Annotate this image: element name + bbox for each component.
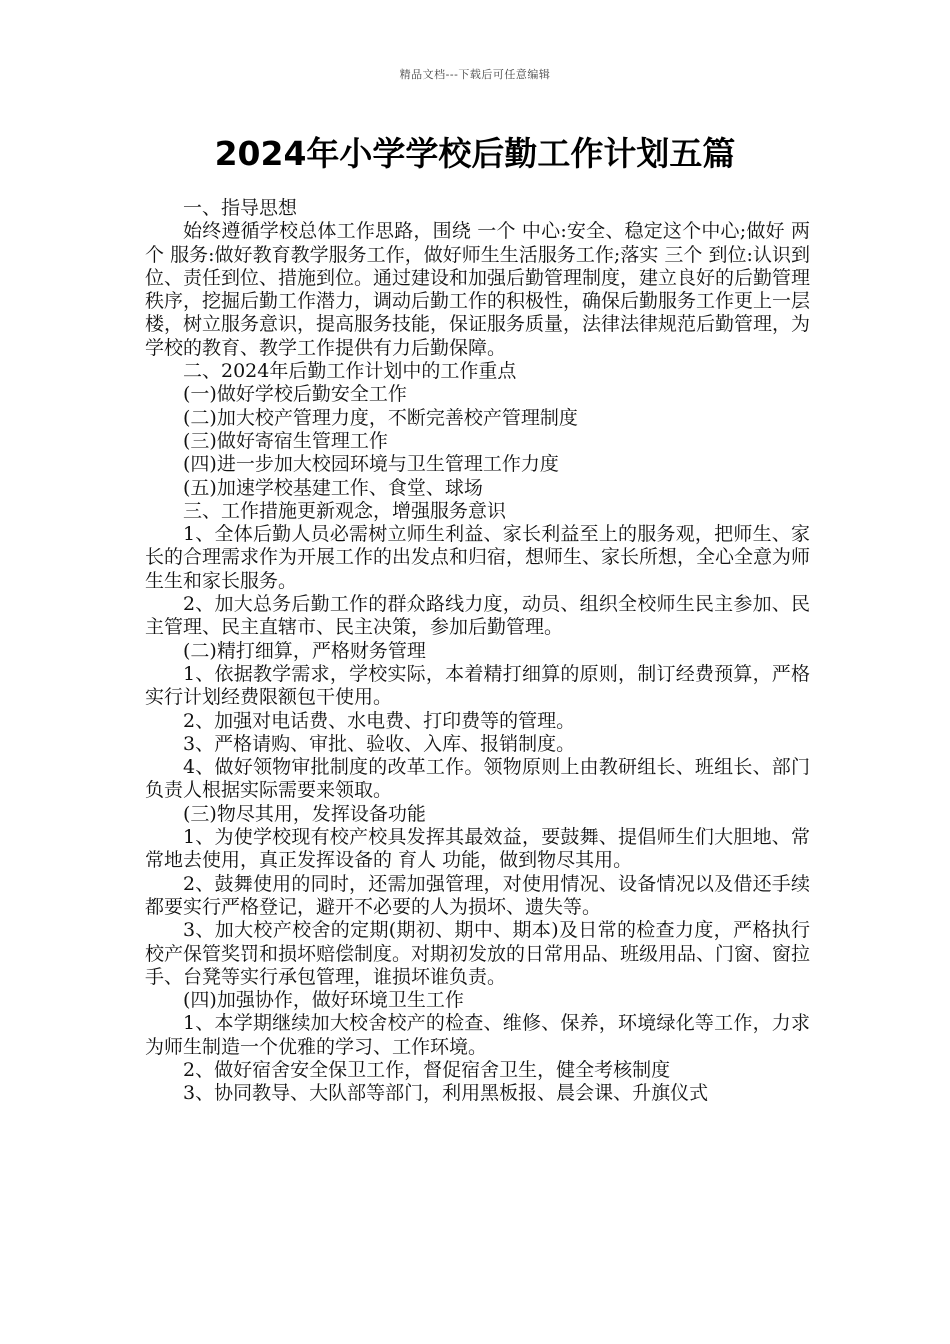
paragraph: (五)加速学校基建工作、食堂、球场 xyxy=(183,476,483,499)
paragraph: 1、为使学校现有校产校具发挥其最效益，要鼓舞、提倡师生们大胆地、常常地去使用，真正发挥设备的 育人 功能，做到物尽其用。 xyxy=(145,826,810,872)
paragraph: 始终遵循学校总体工作思路，围绕 一个 中心:安全、稳定这个中心;做好 两个 服务:做好教育教学服务工作，做好师生生活服务工作;落实 三个 到位:认识到位、责任到位、措施到位。通过建设和加强后勤管理制度，建立良好的后勤管理秩序，挖掘后勤工作潜力，调动后勤工作的积极性，确保后勤服务工作更上一层楼，树立服务意识，提高服务技能，保证服务质量，法律法律规范后勤管理，为学校的教育、教学工作提供有力后勤保障。 xyxy=(145,220,811,359)
paragraph: 4、做好领物审批制度的改革工作。领物原则上由教研组长、班组长、部门负责人根据实际需要来领取。 xyxy=(145,756,810,802)
paragraph: (三)做好寄宿生管理工作 xyxy=(183,429,388,452)
document-body xyxy=(145,197,810,1106)
paragraph: 一、指导思想 xyxy=(183,197,298,219)
paragraph: 3、协同教导、大队部等部门，利用黑板报、晨会课、升旗仪式 xyxy=(183,1082,709,1105)
paragraph: 2、加大总务后勤工作的群众路线力度，动员、组织全校师生民主参加、民主管理、民主直辖市、民主决策，参加后勤管理。 xyxy=(145,593,810,639)
header-note: 精品文档---下载后可任意编辑 xyxy=(399,68,551,81)
paragraph: 1、依据教学需求，学校实际，本着精打细算的原则，制订经费预算，严格实行计划经费限额包干使用。 xyxy=(145,662,810,709)
paragraph: (二)精打细算，严格财务管理 xyxy=(183,639,426,662)
paragraph: 二、2024年后勤工作计划中的工作重点 xyxy=(183,360,517,383)
paragraph: (三)物尽其用，发挥设备功能 xyxy=(183,802,426,825)
paragraph: 三、工作措施更新观念，增强服务意识 xyxy=(183,499,507,522)
paragraph: 2、加强对电话费、水电费、打印费等的管理。 xyxy=(183,709,576,732)
paragraph: 1、本学期继续加大校舍校产的检查、维修、保养，环境绿化等工作，力求为师生制造一个优雅的学习、工作环境。 xyxy=(145,1012,810,1058)
paragraph: 1、全体后勤人员必需树立师生利益、家长利益至上的服务观，把师生、家长的合理需求作为开展工作的出发点和归宿，想师生、家长所想，全心全意为师生生和家长服务。 xyxy=(145,523,811,592)
document-title: 2024年小学学校后勤工作计划五篇 xyxy=(214,134,736,173)
paragraph: (四)加强协作，做好环境卫生工作 xyxy=(183,989,464,1012)
paragraph: (二)加大校产管理力度，不断完善校产管理制度 xyxy=(183,406,578,429)
paragraph: 2、做好宿舍安全保卫工作，督促宿舍卫生，健全考核制度 xyxy=(183,1058,671,1081)
paragraph: (一)做好学校后勤安全工作 xyxy=(183,383,407,406)
paragraph: 2、鼓舞使用的同时，还需加强管理，对使用情况、设备情况以及借还手续都要实行严格登记，避开不必要的人为损坏、遗失等。 xyxy=(145,872,810,918)
paragraph: (四)进一步加大校园环境与卫生管理工作力度 xyxy=(183,453,559,476)
paragraph: 3、严格请购、审批、验收、入库、报销制度。 xyxy=(183,732,576,755)
paragraph: 3、加大校产校舍的定期(期初、期中、期本)及日常的检查力度，严格执行校产保管奖罚和损坏赔偿制度。对期初发放的日常用品、班级用品、门窗、窗拉手、台凳等实行承包管理，谁损坏谁负责。 xyxy=(145,919,811,988)
